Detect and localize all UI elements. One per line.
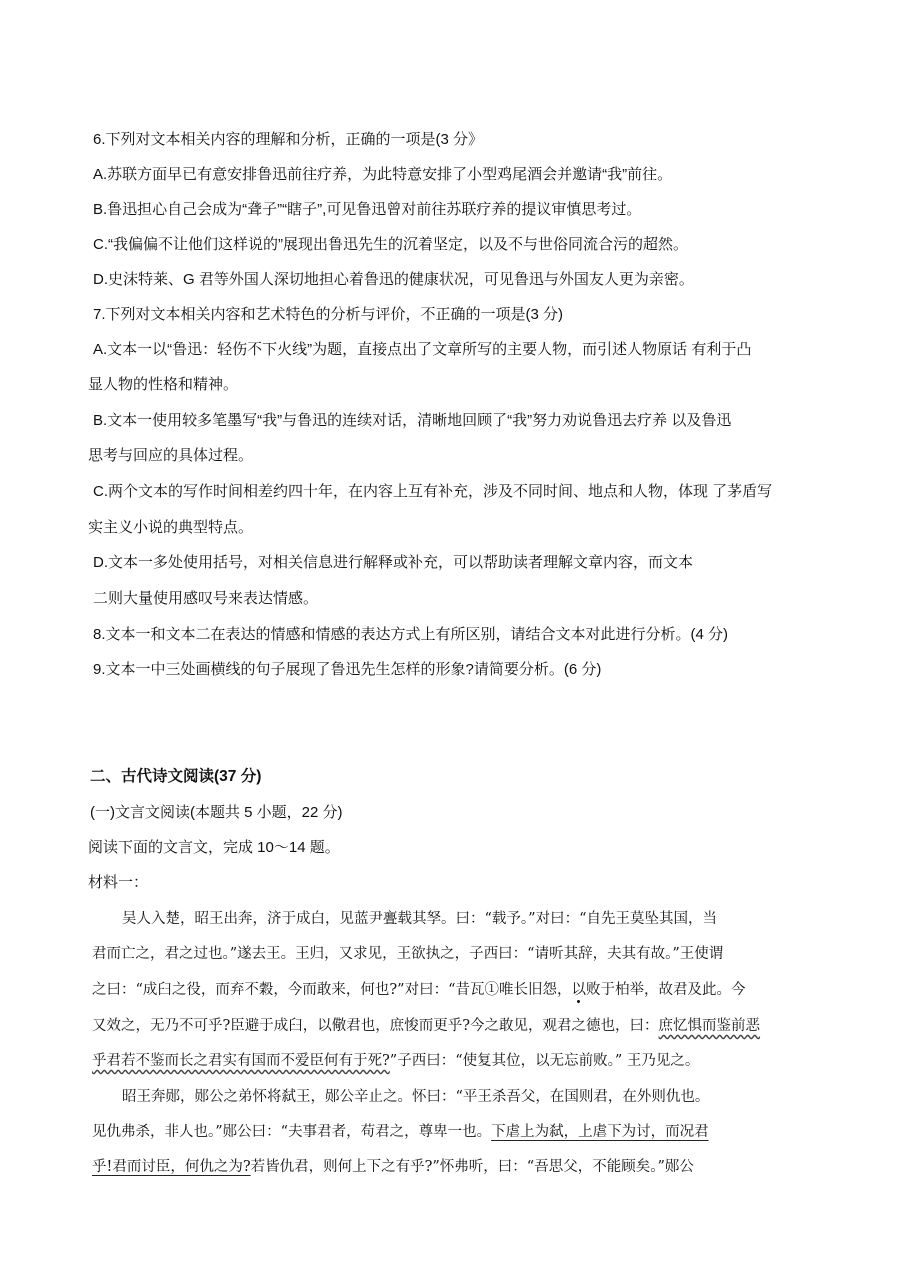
question-7-option-b-line1: B.文本一使用较多笔墨写“我”与鲁迅的连续对话，清晰地回顾了“我”努力劝说鲁迅去疗养 以及鲁迅 <box>93 412 732 429</box>
passage-p1-line5 <box>92 1050 699 1072</box>
wavy-underlined-sentence: 乎君若不鉴而长之君实有国而不爱臣何有于死? <box>92 1053 390 1069</box>
question-6-option-d: D.史沫特莱、G 君等外国人深切地担心着鲁迅的健康状况，可见鲁迅与外国友人更为亲密。 <box>93 271 694 288</box>
question-7-option-c-line2: 实主义小说的典型特点。 <box>88 519 254 536</box>
passage-text: 若皆仇君，则何上下之有乎?”怀弗听，曰：“吾思父，不能顾矣。”郧公 <box>250 1159 694 1175</box>
passage-text: 见仇弗杀，非人也。”郧公曰：“夫事君者，苟君之，尊卑一也。 <box>92 1124 492 1140</box>
question-7-option-d-line1: D.文本一多处使用括号，对相关信息进行解释或补充，可以帮助读者理解文章内容，而文本 <box>93 554 694 571</box>
passage-p2-line2 <box>92 1121 709 1143</box>
passage-p1-line1: 吴人入楚，昭王出奔，济于成白，见蓝尹亹载其孥。曰：“载予。”对曰：“自先王莫坠其国，当 <box>122 911 717 927</box>
passage-p1-line2: 君而亡之，君之过也。”遂去王。王归，又求见，王欲执之，子西曰：“请听其辞，夫其有故。”王使谓 <box>92 946 724 962</box>
question-7-option-d-line2: 二则大量使用感叹号来表达情感。 <box>93 590 319 607</box>
passage-text: 败于柏举，故君及此。今 <box>586 982 746 998</box>
passage-p1-line3 <box>92 979 746 1001</box>
question-8: 8.文本一和文本二在表达的情感和情感的表达方式上有所区别，请结合文本对此进行分析。(4 分) <box>93 626 729 643</box>
emphasis-dot-char: 以 <box>571 982 587 998</box>
passage-p2-line1: 昭王奔郧，郧公之弟怀将弑王，郧公辛止之。怀曰：“平王杀吾父，在国则君，在外则仇也。 <box>122 1089 710 1105</box>
passage-text: 又效之，无乃不可乎?臣避于成臼，以儆君也，庶悛而更乎?今之敢见，观君之德也，曰： <box>92 1018 659 1034</box>
section-title: 二、古代诗文阅读(37 分) <box>90 768 262 785</box>
question-7-option-a-line2: 显人物的性格和精神。 <box>88 376 239 393</box>
subsection-title: (一)文言文阅读(本题共 5 小题，22 分) <box>90 804 343 821</box>
instruction: 阅读下面的文言文，完成 10～14 题。 <box>88 839 340 856</box>
material-label: 材料一： <box>88 874 149 891</box>
question-6-option-b: B.鲁迅担心自己会成为“聋子”“瞎子”,可见鲁迅曾对前往苏联疗养的提议审慎思考过。 <box>93 201 642 218</box>
question-9: 9.文本一中三处画横线的句子展现了鲁迅先生怎样的形象?请简要分析。(6 分) <box>93 661 602 678</box>
question-7-option-c-line1: C.两个文本的写作时间相差约四十年，在内容上互有补充，涉及不同时间、地点和人物，体现 了茅盾写 <box>93 483 773 500</box>
question-6-option-c: C.“我偏偏不让他们这样说的”展现出鲁迅先生的沉着坚定，以及不与世俗同流合污的超然。 <box>93 236 688 253</box>
passage-p1-line4 <box>92 1015 760 1037</box>
question-6-option-a: A.苏联方面早已有意安排鲁迅前往疗养，为此特意安排了小型鸡尾酒会并邀请“我”前往。 <box>93 166 673 183</box>
passage-p2-line3 <box>92 1156 694 1178</box>
question-7-stem: 7.下列对文本相关内容和艺术特色的分析与评价，不正确的一项是(3 分) <box>93 306 564 323</box>
passage-text: 之曰：“成臼之役，而弃不穀，今而敢来，何也?”对曰：“昔瓦①唯长旧怨， <box>92 982 572 998</box>
question-6-stem: 6.下列对文本相关内容的理解和分析，正确的一项是(3 分》 <box>93 131 484 148</box>
question-7-option-a-line1: A.文本一以“鲁迅：轻伤不下火线”为题，直接点出了文章所写的主要人物，而引述人物原话 有利于凸 <box>93 341 752 358</box>
wavy-underlined-sentence: 庶忆惧而鉴前恶 <box>658 1018 761 1034</box>
underlined-sentence: 乎!君而讨臣，何仇之为? <box>92 1159 251 1175</box>
underlined-sentence: 下虐上为弑，上虐下为讨，而况君 <box>491 1124 709 1140</box>
passage-text: ”子西曰：“使复其位，以无忘前败。” 王乃见之。 <box>389 1053 700 1069</box>
question-7-option-b-line2: 思考与回应的具体过程。 <box>88 447 254 464</box>
